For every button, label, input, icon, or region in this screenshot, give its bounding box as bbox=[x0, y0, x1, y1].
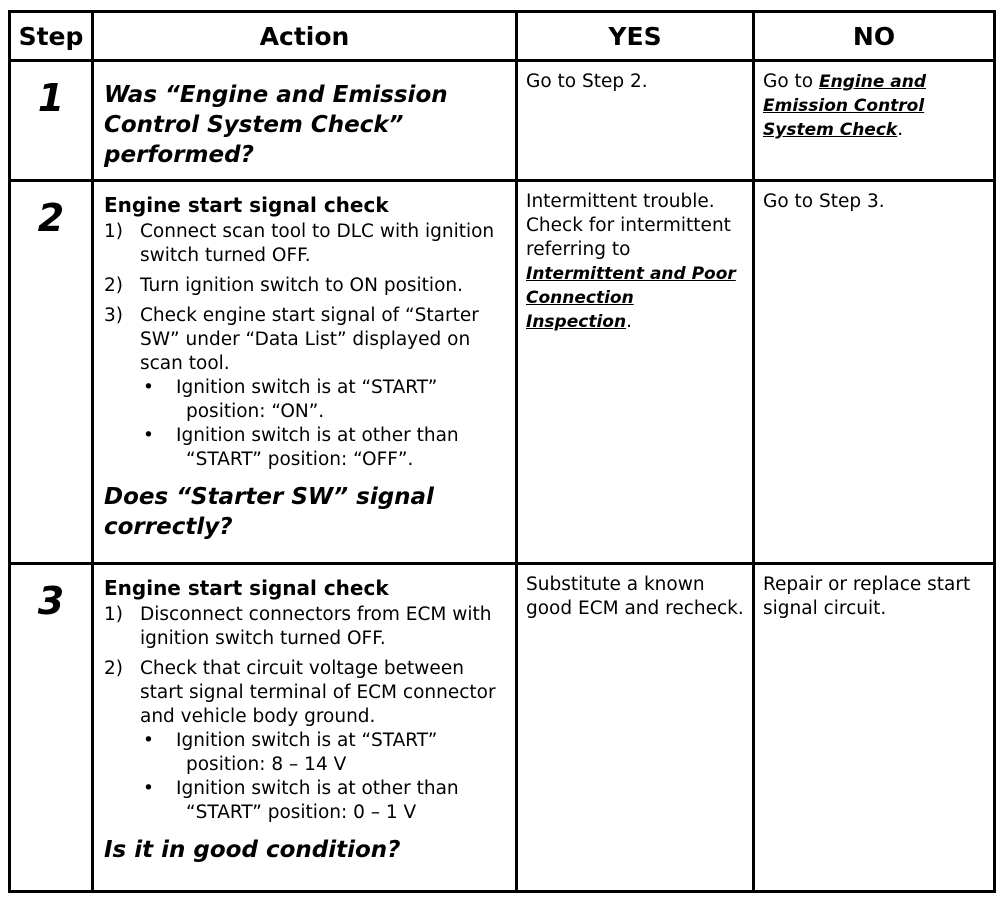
item-number: 1) bbox=[104, 221, 123, 242]
item-text: Disconnect connectors from ECM with ignition switch turned OFF. bbox=[140, 604, 492, 649]
yes-cell bbox=[517, 181, 754, 564]
item-text: Turn ignition switch to ON position. bbox=[140, 275, 464, 296]
condition-item bbox=[140, 777, 507, 825]
condition-item bbox=[140, 376, 507, 424]
action-cell bbox=[93, 181, 517, 564]
intermittent-inspection-link[interactable]: Intermittent and Poor Connection Inspection bbox=[526, 264, 736, 332]
condition-line: Ignition switch is at “START” bbox=[176, 377, 438, 398]
item-number: 2) bbox=[104, 658, 123, 679]
condition-line: position: “ON”. bbox=[186, 401, 325, 422]
header-action: Action bbox=[93, 12, 517, 61]
condition-list bbox=[140, 729, 507, 825]
action-cell bbox=[93, 61, 517, 181]
yes-cell bbox=[517, 61, 754, 181]
item-number: 3) bbox=[104, 305, 123, 326]
no-text: Go to Step 3. bbox=[763, 191, 885, 212]
table-row bbox=[10, 564, 995, 892]
no-prefix: Go to bbox=[763, 71, 819, 92]
condition-list bbox=[140, 376, 507, 472]
header-step: Step bbox=[10, 12, 93, 61]
table-row bbox=[10, 61, 995, 181]
list-item bbox=[104, 304, 507, 472]
item-number: 1) bbox=[104, 604, 123, 625]
no-suffix: . bbox=[897, 119, 904, 140]
condition-line: Ignition switch is at other than bbox=[176, 425, 459, 446]
bullet-icon: • bbox=[143, 778, 154, 799]
item-text: Check engine start signal of “Starter SW” under “Data List” displayed on scan tool. bbox=[140, 305, 479, 374]
condition-line: position: 8 – 14 V bbox=[186, 754, 347, 775]
item-text: Check that circuit voltage between start signal terminal of ECM connector and vehicle body ground. bbox=[140, 658, 496, 727]
table-row bbox=[10, 181, 995, 564]
yes-text: Substitute a known good ECM and recheck. bbox=[526, 574, 744, 619]
procedure-list bbox=[104, 220, 507, 472]
step-number: 1 bbox=[10, 61, 93, 181]
step-heading: Engine start signal check bbox=[104, 193, 389, 217]
bullet-icon: • bbox=[143, 425, 154, 446]
action-cell bbox=[93, 564, 517, 892]
condition-line: Ignition switch is at other than bbox=[176, 778, 459, 799]
yes-text: Go to Step 2. bbox=[526, 71, 648, 92]
no-cell bbox=[754, 564, 995, 892]
step-question: Is it in good condition? bbox=[104, 837, 401, 863]
condition-line: “START” position: “OFF”. bbox=[186, 449, 414, 470]
step-question: Was “Engine and Emission Control System Check” performed? bbox=[104, 82, 448, 168]
condition-line: “START” position: 0 – 1 V bbox=[186, 802, 417, 823]
header-no: NO bbox=[754, 12, 995, 61]
yes-cell bbox=[517, 564, 754, 892]
header-row bbox=[10, 12, 995, 61]
list-item bbox=[104, 220, 507, 268]
no-text: Repair or replace start signal circuit. bbox=[763, 574, 971, 619]
yes-prefix: Intermittent trouble. Check for intermittent referring to bbox=[526, 191, 731, 260]
step-question: Does “Starter SW” signal correctly? bbox=[104, 484, 434, 540]
item-number: 2) bbox=[104, 275, 123, 296]
no-cell bbox=[754, 61, 995, 181]
diagnostic-table bbox=[8, 10, 996, 893]
item-text: Connect scan tool to DLC with ignition switch turned OFF. bbox=[140, 221, 495, 266]
no-cell bbox=[754, 181, 995, 564]
step-number: 3 bbox=[10, 564, 93, 892]
header-yes: YES bbox=[517, 12, 754, 61]
list-item bbox=[104, 603, 507, 651]
list-item bbox=[104, 274, 507, 298]
step-heading: Engine start signal check bbox=[104, 576, 389, 600]
yes-suffix: . bbox=[626, 311, 632, 332]
bullet-icon: • bbox=[143, 730, 154, 751]
condition-item bbox=[140, 729, 507, 777]
step-number: 2 bbox=[10, 181, 93, 564]
condition-line: Ignition switch is at “START” bbox=[176, 730, 438, 751]
condition-item bbox=[140, 424, 507, 472]
procedure-list bbox=[104, 603, 507, 825]
engine-emission-check-link[interactable]: Engine and Emission Control System Check bbox=[763, 72, 927, 140]
list-item bbox=[104, 657, 507, 825]
bullet-icon: • bbox=[143, 377, 154, 398]
